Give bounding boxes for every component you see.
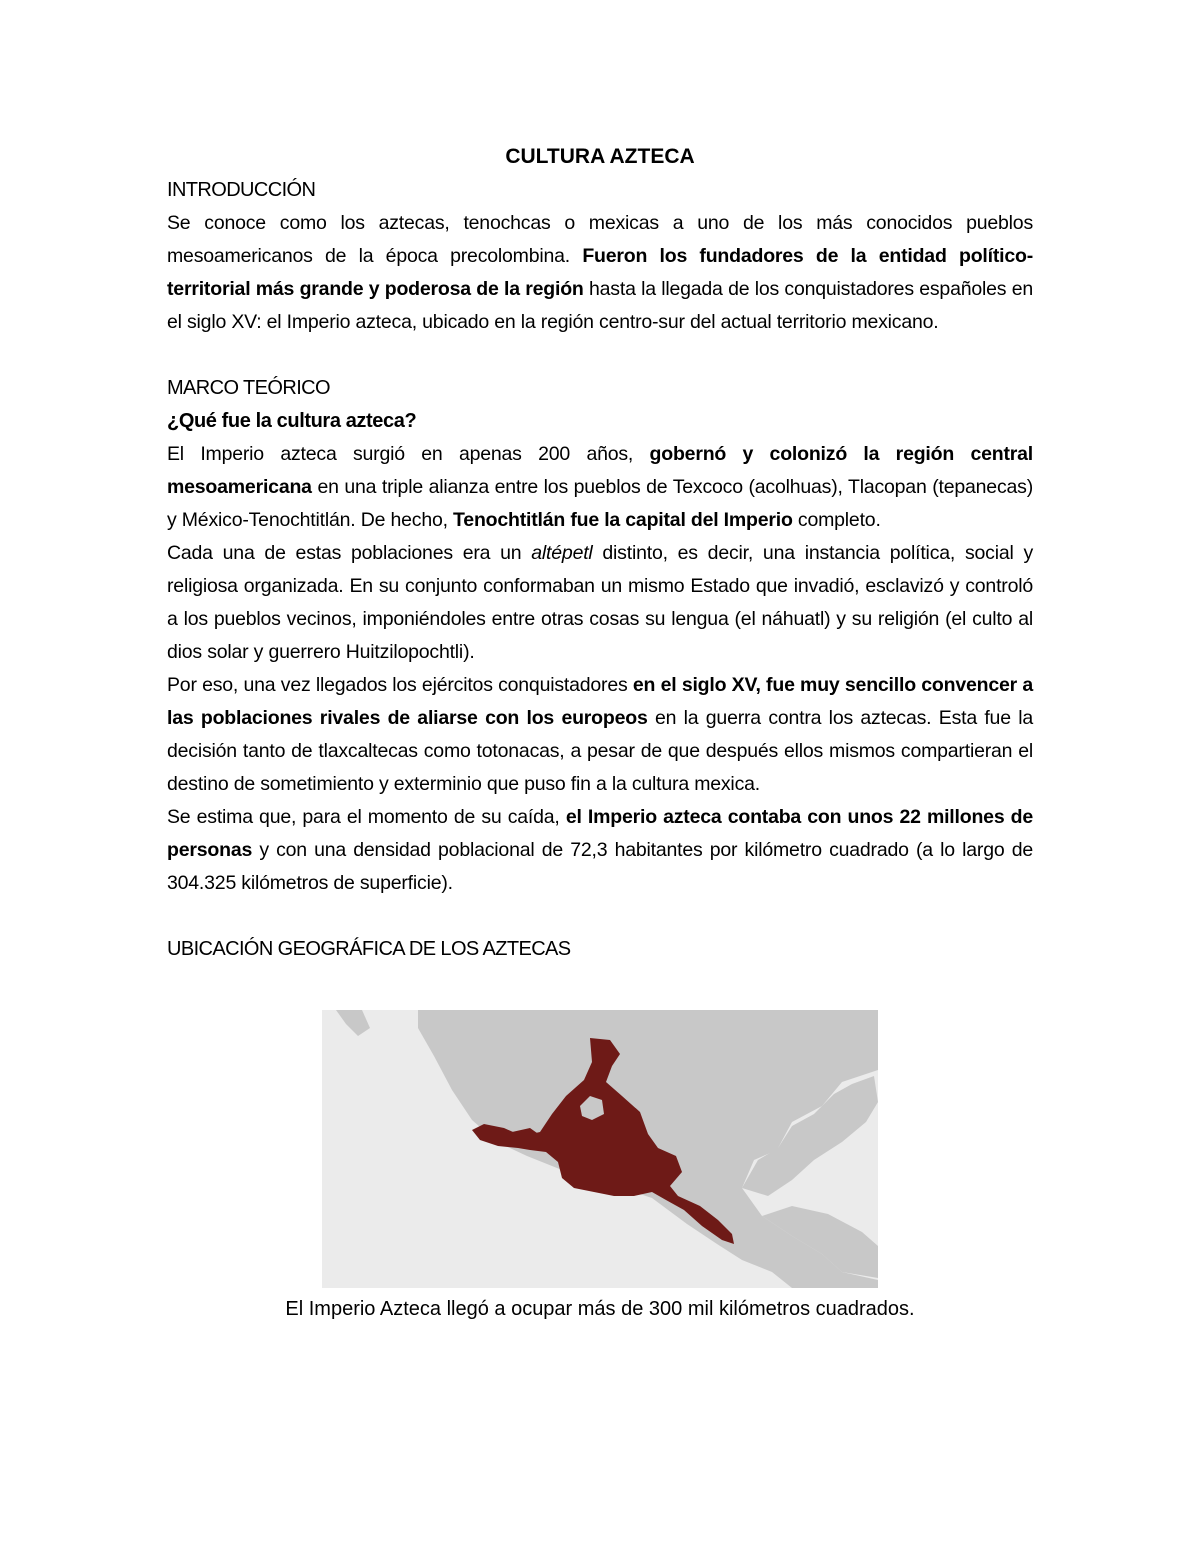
marco-p3-text-a: Por eso, una vez llegados los ejércitos conquistadores xyxy=(167,674,633,696)
marco-p1-bold-2: Tenochtitlán fue la capital del Imperio xyxy=(453,509,793,531)
marco-p4-text-a: Se estima que, para el momento de su caída, xyxy=(167,806,566,828)
marco-heading: MARCO TEÓRICO xyxy=(167,377,330,399)
marco-p3-text-c: en la guerra contra los aztecas. Esta fue la decisión tanto de tlaxcaltecas como totonacas, a pesar de que después ellos mismos compartieran el destino de sometimiento y exterminio que puso fin a la cultura mexica. xyxy=(167,707,1033,795)
ubicacion-heading: UBICACIÓN GEOGRÁFICA DE LOS AZTECAS xyxy=(167,938,571,960)
document-page xyxy=(167,140,1033,1324)
marco-p2-text-a: Cada una de estas poblaciones era un xyxy=(167,542,532,564)
intro-heading: INTRODUCCIÓN xyxy=(167,179,316,201)
intro-text-c: hasta la llegada de los conquistadores españoles en el siglo XV: el Imperio azteca, ubicado en la región centro-sur del actual territorio mexicano. xyxy=(167,278,1033,333)
marco-paragraph-2 xyxy=(167,537,1033,669)
marco-question: ¿Qué fue la cultura azteca? xyxy=(167,410,417,432)
marco-paragraph-1 xyxy=(167,438,1033,537)
map-caption: El Imperio Azteca llegó a ocupar más de 300 mil kilómetros cuadrados. xyxy=(285,1298,915,1320)
aztec-empire-map xyxy=(322,1010,878,1288)
marco-p1-text-e: completo. xyxy=(792,509,881,531)
marco-paragraph-3 xyxy=(167,669,1033,801)
document-title: CULTURA AZTECA xyxy=(505,145,695,168)
map-image xyxy=(322,1010,878,1288)
marco-p1-text-c: en una triple alianza entre los pueblos de Texcoco (acolhuas), Tlacopan (tepanecas) y México-Tenochtitlán. De hecho, xyxy=(167,476,1033,531)
intro-text-a: Se conoce como los aztecas, tenochcas o mexicas a uno de los más conocidos pueblos mesoamericanos de la época precolombina. xyxy=(167,212,1033,267)
marco-p2-text-c: distinto, es decir, una instancia política, social y religiosa organizada. En su conjunto conformaban un mismo Estado que invadió, esclavizó y controló a los pueblos vecinos, imponiéndoles entre otras cosas su lengua (el náhuatl) y su religión (el culto al dios solar y guerrero Huitzilopochtli). xyxy=(167,542,1033,663)
intro-paragraph xyxy=(167,207,1033,339)
marco-paragraph-4 xyxy=(167,801,1033,900)
intro-text-bold: Fueron los fundadores de la entidad político-territorial más grande y poderosa de la región xyxy=(167,245,1033,300)
marco-p2-italic: altépetl xyxy=(531,542,593,564)
marco-p1-text-a: El Imperio azteca surgió en apenas 200 años, xyxy=(167,443,650,465)
marco-p4-text-c: y con una densidad poblacional de 72,3 habitantes por kilómetro cuadrado (a lo largo de 304.325 kilómetros de superficie). xyxy=(167,839,1033,894)
marco-p1-bold-1: gobernó y colonizó la región central mesoamericana xyxy=(167,443,1033,498)
marco-p3-bold: en el siglo XV, fue muy sencillo convencer a las poblaciones rivales de aliarse con los europeos xyxy=(167,674,1033,729)
marco-p4-bold: el Imperio azteca contaba con unos 22 millones de personas xyxy=(167,806,1034,861)
